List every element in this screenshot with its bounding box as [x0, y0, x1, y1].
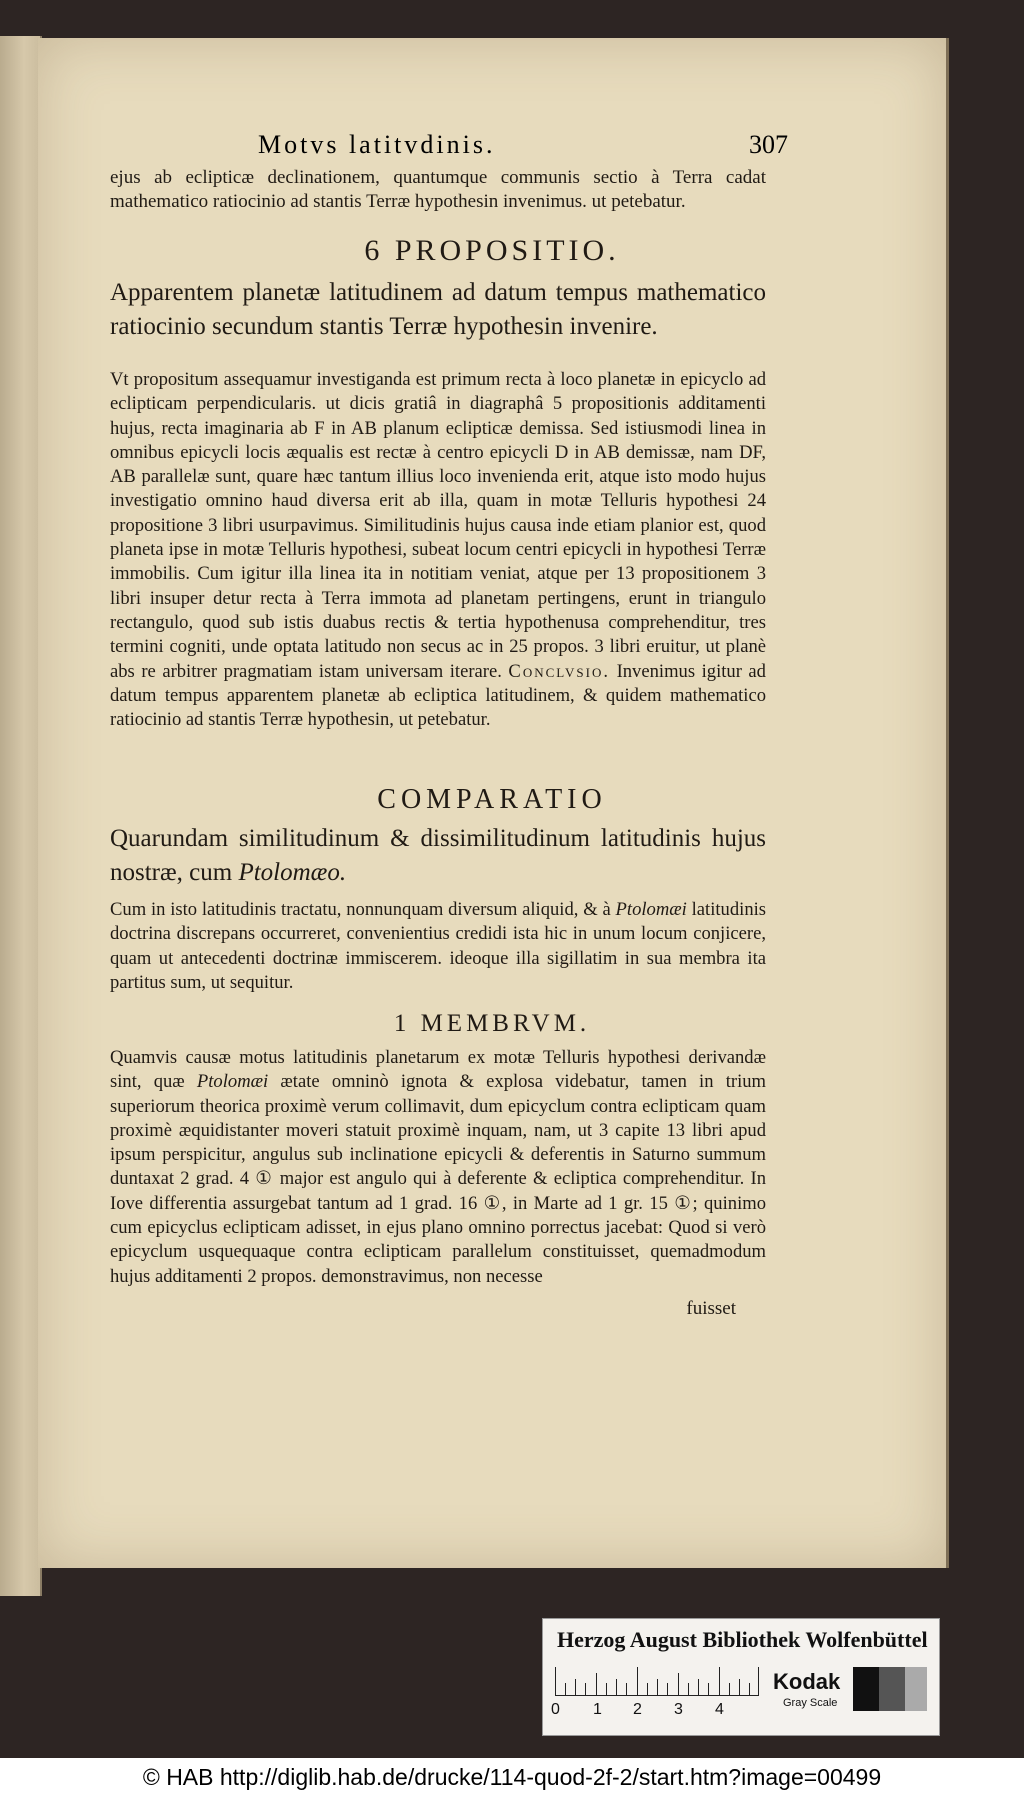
paragraph-continuation: ejus ab eclipticæ declinationem, quantumque communis sectio à Terra cadat mathematico ratiocinio ad stantis Terræ hypothesin invenimus. ut petebatur. — [110, 167, 766, 212]
catchword: fuisset — [686, 1298, 736, 1319]
running-head — [258, 130, 788, 164]
comparatio-heading: COMPARATIO — [377, 784, 607, 815]
running-title: Motvs latitvdinis. — [258, 130, 496, 159]
gray-swatch — [853, 1667, 879, 1711]
ruler-number: 2 — [633, 1701, 642, 1718]
ruler — [555, 1665, 759, 1696]
comparatio-intro-rest: latitudinis doctrina discrepans occurreret, convenientius credidi ista hic in unum locum conjicere, quam ut antecedenti doctrinæ immiscerem. ideoque illa sigillatim in sua membra ita partitus sum, ut sequitur. — [110, 899, 767, 993]
gray-swatch — [879, 1667, 905, 1711]
proposition-statement: Apparentem planetæ latitudinem ad datum tempus mathematico ratiocinio secundum stantis Terræ hypothesin invenire. — [110, 279, 766, 340]
page-number: 307 — [749, 130, 788, 159]
proposition-body-text: Vt propositum assequamur investiganda est primum recta à loco planetæ in epicyclo ad eclipticam perpendicularis. ut dicis gratiâ in diagraphâ 5 propositionis additamenti hujus, recta imaginaria ab F in AB planum eclipticæ demissa. Sed istiusmodi linea in omnibus epicycli locis æqualis est rectæ à centro epicycli D in AB demissæ, nam DF, AB parallelæ sunt, quare hæc tantum illius loco invenienda erit, atque isto modo hujus investigatio omnino haud diversa erit ab illa, quam in motæ Telluris hypothesi 24 propositione 3 libri usurpavimus. Similitudinis hujus causa inde etiam planior est, quod planeta ipse in motæ Telluris hypothesi, subeat locum centri epicycli in hypothesi Terræ immobilis. Cum igitur illa linea ita in notitiam veniat, atque per 13 propositionem 3 libri insuper detur recta à Terra immota ad planetam pertingens, erunt in triangulo rectangulo, quod sub istis duabus rectis & tertia hypothenusa comprehenditur, tres termini cogniti, unde optata latitudo non secus ac in 25 propos. 3 libri eruitur, ut planè abs re arbitrer pragmatiam istam universam iterare. — [110, 369, 766, 682]
comparatio-subtitle-name: Ptolomæo. — [238, 859, 347, 886]
proposition-heading: 6 PROPOSITIO. — [364, 234, 620, 267]
book-page — [38, 38, 949, 1568]
membrum-body-text: Quamvis causæ motus latitudinis planetarum ex motæ Telluris hypothesi derivandæ sint, quæ — [110, 1047, 766, 1093]
comparatio-intro-name: Ptolomæi — [615, 899, 687, 920]
comparatio-intro-text: Cum in isto latitudinis tractatu, nonnunquam diversum aliquid, & à — [110, 899, 611, 920]
card-title: Herzog August Bibliothek Wolfenbüttel — [557, 1627, 928, 1652]
gray-scale-label: Gray Scale — [783, 1697, 838, 1709]
ruler-number: 1 — [593, 1701, 602, 1718]
comparatio-subtitle-text: Quarundam similitudinum & dissimilitudinum latitudinis hujus nostræ, cum — [110, 825, 766, 886]
membrum-body — [110, 1046, 766, 1289]
color-card — [542, 1618, 940, 1736]
kodak-logo: Kodak — [773, 1669, 841, 1694]
membrum-body-rest: ætate omninò ignota & explosa videbatur, tamen in trium superiorum theorica proximè verum collimavit, dum epicyclum contra eclipticam quam proximè æquidistanter moveri statuit proximè inquam, nam, ut 3 capite 13 libri apud ipsum perspicitur, angulus sub inclinatione epicycli & deferentis in Saturno summum duntaxat 2 grad. 4 ① major est angulo qui à deferente & ecliptica comprehenditur. In Iove differentia assurgebat tantum ad 1 grad. 16 ①, in Marte ad 1 gr. 15 ①; quinimo cum epicyclus eclipticam adisset, in ejus plano omnino porrectus jacebat: Quod si verò epicyclum usquequaque contra eclipticam parallelum constituisset, quemadmodum hujus additamenti 2 propos. demonstravimus, non necesse — [110, 1071, 766, 1287]
footer-credit: © HAB http://diglib.hab.de/drucke/114-quod-2f-2/start.htm?image=00499 — [0, 1758, 1024, 1796]
left-page-edge — [0, 36, 42, 1596]
conclusio-label: Conclvsio. — [508, 660, 611, 682]
proposition-body — [110, 368, 766, 732]
ruler-number: 3 — [674, 1701, 683, 1718]
comparatio-intro — [110, 898, 766, 995]
gray-swatch — [905, 1667, 927, 1711]
conclusio-text: Invenimus igitur ad datum tempus apparentem planetæ ab ecliptica latitudinem, & quidem mathematico ratiocinio ad stantis Terræ hypothesin, ut petebatur. — [110, 660, 766, 731]
ruler-number: 0 — [551, 1701, 560, 1718]
ruler-number: 4 — [715, 1701, 724, 1718]
membrum-heading: 1 MEMBRVM. — [393, 1010, 591, 1037]
comparatio-subtitle — [110, 822, 766, 890]
membrum-body-name: Ptolomæi — [196, 1071, 269, 1093]
